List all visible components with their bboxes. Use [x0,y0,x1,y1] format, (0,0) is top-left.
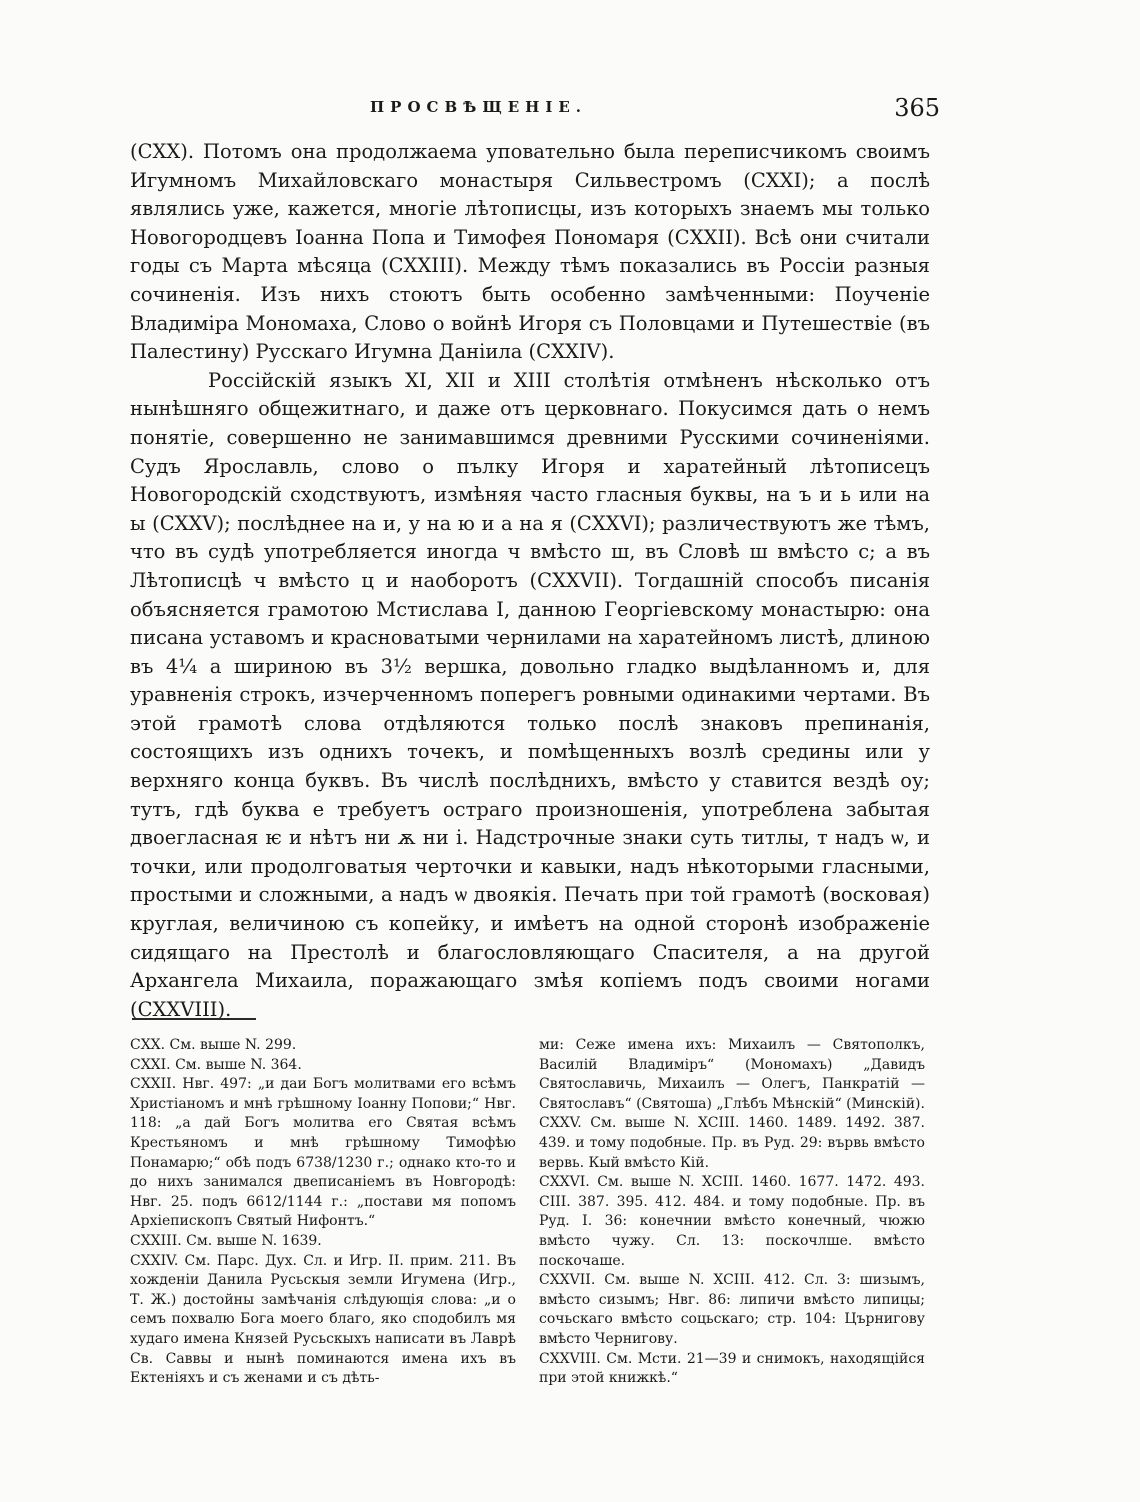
footnotes-right-column [539,1036,925,1389]
footnote-cxxvii: CXXVII. См. выше N. XCIII. 412. Сл. 3: шизымъ, вмѣсто сизымъ; Нвг. 86: липичи вмѣсто липицы; сочьскаго вмѣсто соцьскаго; стр. 104: Църнигову вмѣсто Чернигову. [539,1272,925,1347]
page-number: 365 [894,94,940,122]
paragraph-1: (CXX). Потомъ она продолжаема уповательно была переписчикомъ своимъ Игумномъ Михайловскаго монастыря Сильвестромъ (CXXI); а послѣ являлись уже, кажется, многіе лѣтописцы, изъ которыхъ знаемъ мы только Новогородцевъ Іоанна Попа и Тимофея Пономаря (CXXII). Всѣ они считали годы съ Марта мѣсяца (CXXIII). Между тѣмъ показались въ Россіи разныя сочиненія. Изъ нихъ стоютъ быть особенно замѣченными: Поученіе Владиміра Мономаха, Слово о войнѣ Игоря съ Половцами и Путешествіе (въ Палестину) Русскаго Игумна Даніила (CXXIV). [130,140,930,364]
footnote-cxxiii: CXXIII. См. выше N. 1639. [130,1232,322,1249]
footnotes-left-column [130,1036,516,1389]
main-text [130,138,930,1024]
footnote-cxxvi: CXXVI. См. выше N. XCIII. 1460. 1677. 1472. 493. CIII. 387. 395. 412. 484. и тому подобные. Пр. въ Руд. I. 36: конечнии вмѣсто конечный, чюжю вмѣсто чужу. Сл. 13: поскочлше. вмѣсто поскочаше. [539,1174,925,1269]
footnote-cxxiv-continuation: ми: Сеже имена ихъ: Михаилъ — Святополкъ, Василій Владиміръ“ (Мономахъ) „Давидъ Святославичь, Михаилъ — Олегъ, Панкратій — Святославъ“ (Святоша) „Глѣбъ Мѣнскій“ (Минскій). [539,1037,925,1112]
footnote-rule [132,1018,256,1020]
footnote-cxxi: CXXI. См. выше N. 364. [130,1056,302,1073]
page-header [130,96,940,126]
running-title: ПРОСВѢЩЕНІЕ. [370,98,588,116]
footnotes [130,1036,925,1389]
footnote-cxxviii: CXXVIII. См. Мсти. 21—39 и снимокъ, находящійся при этой книжкѣ.“ [539,1350,925,1387]
footnote-cxx: CXX. См. выше N. 299. [130,1037,297,1053]
footnote-cxxii: CXXII. Нвг. 497: „и даи Богъ молитвами его всѣмъ Христіаномъ и мнѣ грѣшному Іоанну Попови;“ Нвг. 118: „а дай Богъ молитва его Святая всѣмъ Крестьяномъ и мнѣ грѣшному Тимофѣю Понамарю;“ обѣ подъ 6738/1230 г.; однако кто-то и до нихъ занимался двеписаніемъ въ Новгородѣ: Нвг. 25. подъ 6612/1144 г.: „постави мя попомъ Архіепископъ Святый Нифонтъ.“ [130,1076,516,1230]
paragraph-2: Россійскій языкъ XI, XII и XIII столѣтія отмѣненъ нѣсколько отъ нынѣшняго общежитнаго, и даже отъ церковнаго. Покусимся дать о немъ понятіе, совершенно не занимавшимся древними Русскими сочиненіями. Судъ Ярославль, слово о пълку Игоря и харатейный лѣтописецъ Новогородскій сходствуютъ, измѣняя часто гласныя буквы, на ъ и ь или на ы (CXXV); послѣднее на и, у на ю и а на я (CXXVI); различествуютъ же тѣмъ, что въ судѣ употребляется иногда ч вмѣсто ш, въ Словѣ ш вмѣсто с; а въ Лѣтописцѣ ч вмѣсто ц и наоборотъ (CXXVII). Тогдашній способъ писанія объясняется грамотою Мстислава I, данною Георгіевскому монастырю: она писана уставомъ и красноватыми чернилами на харатейномъ листѣ, длиною въ 4¼ а шириною въ 3½ вершка, довольно гладко выдѣланномъ и, для уравненія строкъ, изчерченномъ поперегъ ровными одинакими чертами. Въ этой грамотѣ слова отдѣляются только послѣ знаковъ препинанія, состоящихъ изъ однихъ точекъ, и помѣщенныхъ возлѣ средины или у верхняго конца буквъ. Въ числѣ послѣднихъ, вмѣсто у ставится вездѣ оу; тутъ, гдѣ буква е требуетъ остраго произношенія, употреблена забытая двоегласная ѥ и нѣтъ ни ѫ ни і. Надстрочные знаки суть титлы, т надъ ѡ, и точки, или продолговатыя черточки и кавыки, надъ нѣкоторыми гласными, простыми и сложными, а надъ ѡ двоякія. Печать при той грамотѣ (восковая) круглая, величиною съ копейку, и имѣетъ на одной сторонѣ изображеніе сидящаго на Престолѣ и благословляющаго Спасителя, а на другой Архангела Михаила, поражающаго змѣя копіемъ подъ своими ногами (CXXVIII). [130,368,930,1021]
footnote-cxxiv: CXXIV. См. Парс. Дух. Сл. и Игр. II. прим. 211. Въ хожденіи Данила Русьскыя земли Игумена (Игр., Т. Ж.) достойны замѣчанія слѣдующія слова: „и о семъ похвалю Бога моего благо, яко сподобилъ мя худаго имена Князей Русьскыхъ написати въ Лаврѣ Св. Саввы и нынѣ поминаются имена ихъ въ Ектеніяхъ и съ женами и съ дѣть- [130,1252,516,1387]
footnote-cxxv: CXXV. См. выше N. XCIII. 1460. 1489. 1492. 387. 439. и тому подобные. Пр. въ Руд. 29: вървь вмѣсто вервь. Кый вмѣсто Кій. [539,1115,925,1171]
